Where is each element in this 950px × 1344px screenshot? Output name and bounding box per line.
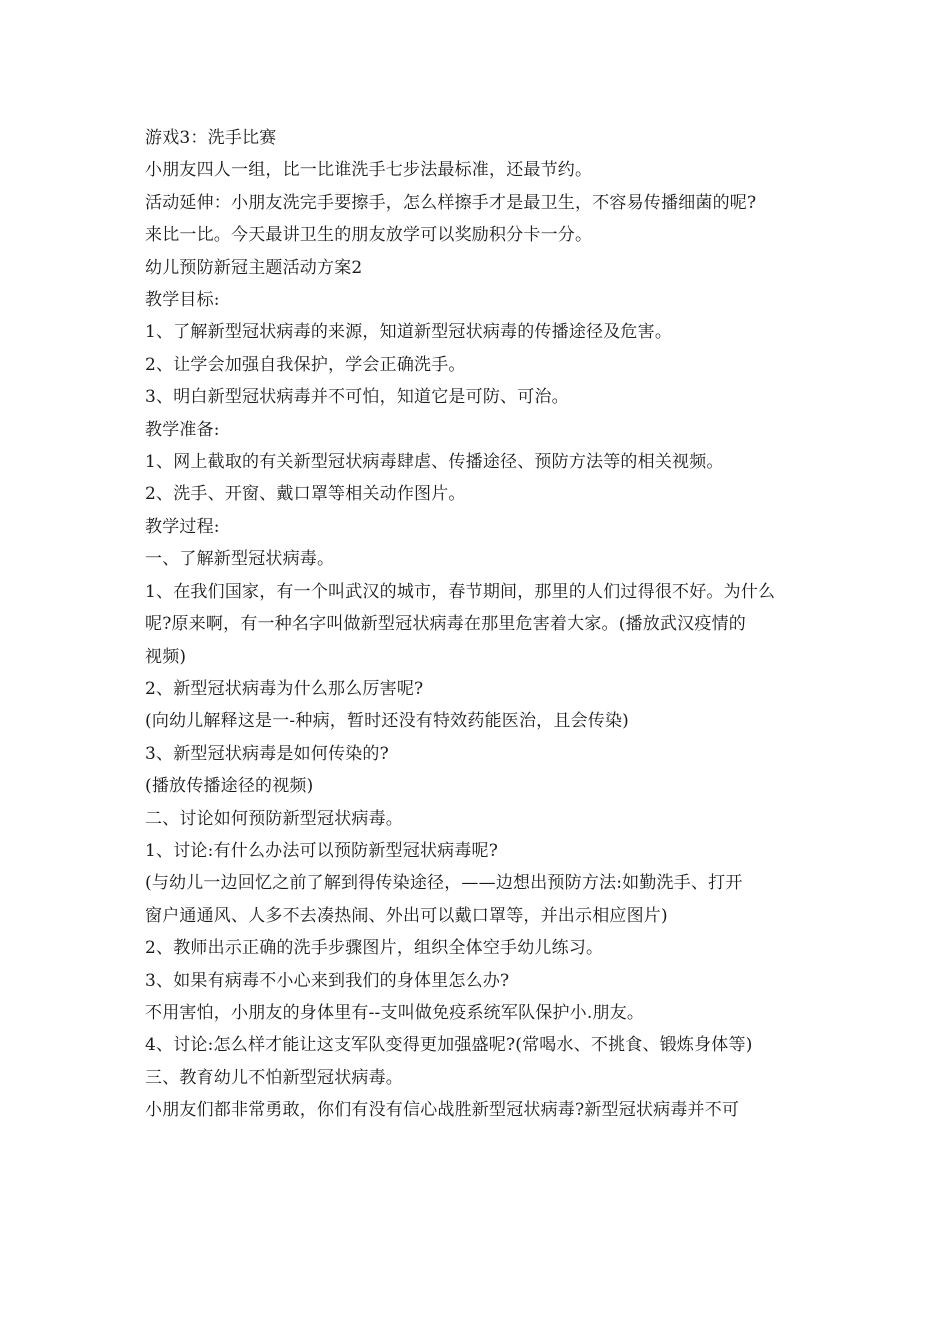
step-heading: 一、了解新型冠状病毒。 <box>145 549 335 570</box>
document-body <box>145 122 815 1127</box>
section-title: 幼儿预防新冠主题活动方案2 <box>145 257 363 278</box>
list-item: 3、新型冠状病毒是如何传染的? <box>145 743 389 764</box>
paragraph-line: (播放传播途径的视频) <box>145 776 314 797</box>
game-3-heading: 游戏3：洗手比赛 <box>145 128 277 148</box>
subheading-teaching-preparation: 教学准备: <box>145 419 220 440</box>
list-item: 3、明白新型冠状病毒并不可怕，知道它是可防、可治。 <box>145 387 569 408</box>
list-item: 1、讨论:有什么办法可以预防新型冠状病毒呢? <box>145 840 499 861</box>
list-item: 2、新型冠状病毒为什么那么厉害呢? <box>145 678 424 699</box>
paragraph-line: 来比一比。今天最讲卫生的朋友放学可以奖励积分卡一分。 <box>145 225 593 246</box>
paragraph-line: 呢?原来啊，有一种名字叫做新型冠状病毒在那里危害着大家。(播放武汉疫情的 <box>145 614 746 635</box>
paragraph-line: 活动延伸：小朋友洗完手要擦手，怎么样擦手才是最卫生，不容易传播细菌的呢? <box>145 192 757 213</box>
list-item: 1、了解新型冠状病毒的来源，知道新型冠状病毒的传播途径及危害。 <box>145 322 673 343</box>
paragraph-line: 小朋友四人一组，比一比谁洗手七步法最标准，还最节约。 <box>145 160 593 181</box>
subheading-teaching-process: 教学过程: <box>145 516 220 537</box>
step-heading: 二、讨论如何预防新型冠状病毒。 <box>145 808 403 829</box>
list-item: 2、让学会加强自我保护，学会正确洗手。 <box>145 354 466 375</box>
paragraph-line: (与幼儿一边回忆之前了解到得传染途径，——边想出预防方法:如勤洗手、打开 <box>145 873 743 894</box>
paragraph-line: 小朋友们都非常勇敢，你们有没有信心战胜新型冠状病毒?新型冠状病毒并不可 <box>145 1100 740 1121</box>
paragraph-line: 不用害怕，小朋友的身体里有--支叫做免疫系统军队保护小.朋友。 <box>145 1002 645 1023</box>
list-item: 3、如果有病毒不小心来到我们的身体里怎么办? <box>145 970 510 991</box>
list-item: 2、洗手、开窗、戴口罩等相关动作图片。 <box>145 484 466 505</box>
paragraph-line: 1、在我们国家，有一个叫武汉的城市，春节期间，那里的人们过得很不好。为什么 <box>145 581 776 602</box>
paragraph-line: (向幼儿解释这是一-种病，暂时还没有特效药能医治，且会传染) <box>145 711 630 732</box>
list-item: 2、教师出示正确的洗手步骤图片，组织全体空手幼儿练习。 <box>145 938 604 959</box>
list-item: 1、网上截取的有关新型冠状病毒肆虐、传播途径、预防方法等的相关视频。 <box>145 452 724 473</box>
subheading-teaching-goals: 教学目标: <box>145 290 220 311</box>
paragraph-line: 窗户通通风、人多不去凑热闹、外出可以戴口罩等，并出示相应图片) <box>145 905 668 926</box>
step-heading: 三、教育幼儿不怕新型冠状病毒。 <box>145 1067 403 1088</box>
list-item: 4、讨论:怎么样才能让这支军队变得更加强盛呢?(常喝水、不挑食、锻炼身体等) <box>145 1035 753 1056</box>
paragraph-line: 视频) <box>145 646 187 667</box>
